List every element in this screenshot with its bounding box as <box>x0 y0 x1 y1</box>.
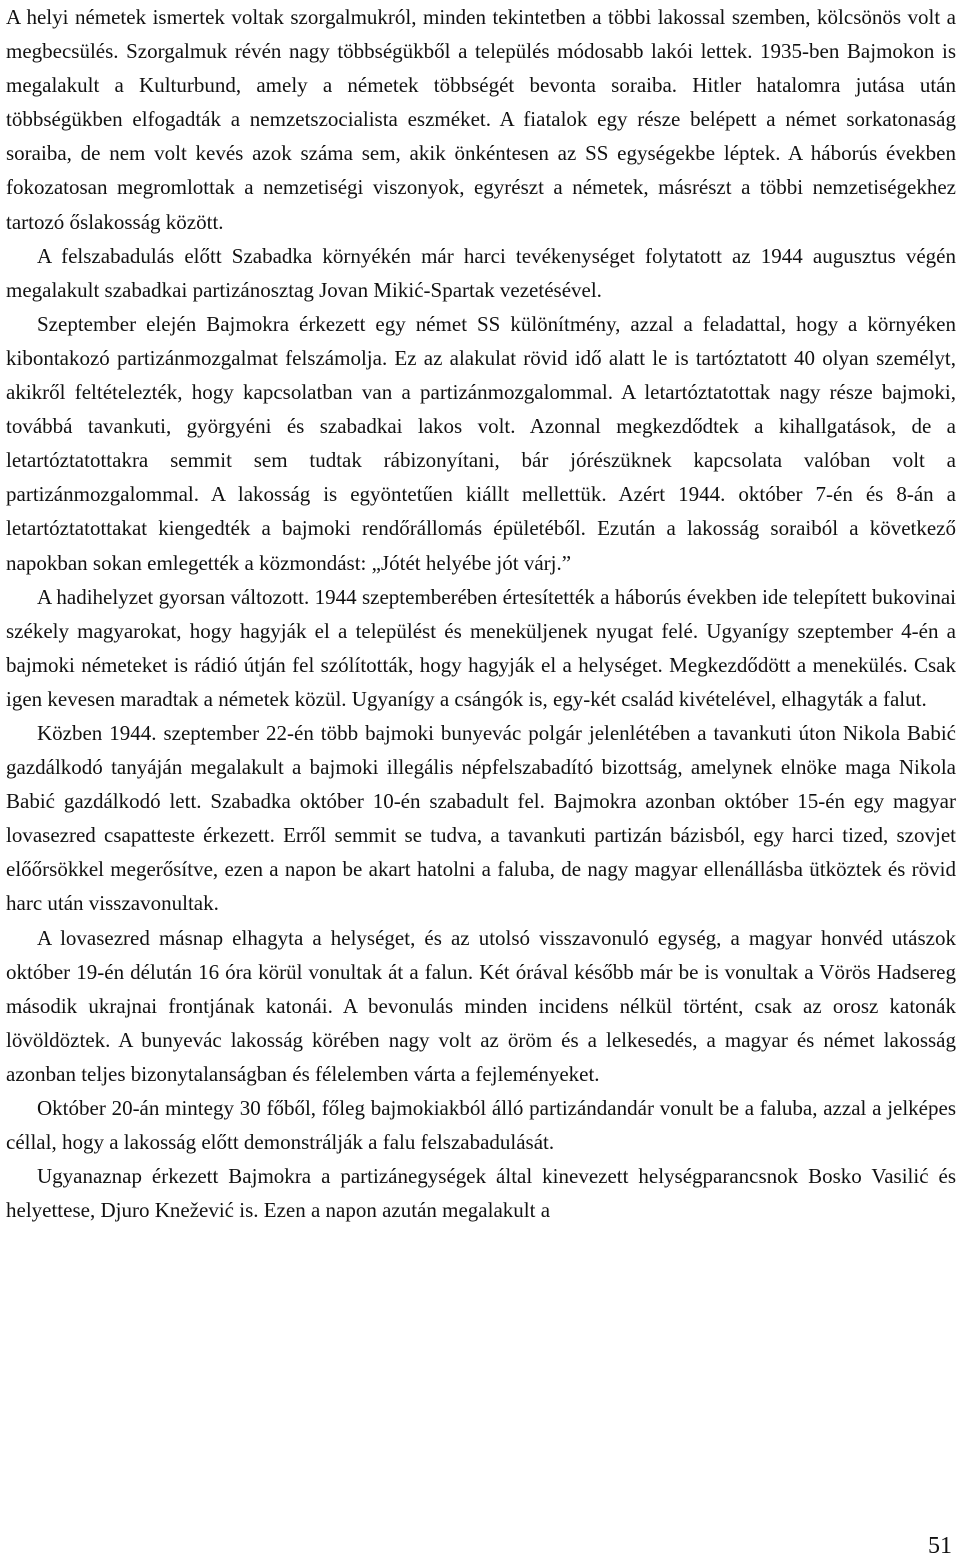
paragraph-liberation-committee: Közben 1944. szeptember 22-én több bajmoki bunyevác polgár jelenlétében a tavankuti úton Nikola Babić gazdálkodó tanyáján megalakult a bajmoki illegális népfelszabadító bizottság, amelynek elnöke maga Nikola Babić gazdálkodó lett. Szabadka október 10-én szabadult fel. Bajmokra azonban október 15-én egy magyar lovasezred csapatteste érkezett. Erről semmit se tudva, a tavankuti partizán bázisból, egy harci tized, szovjet előőrsökkel megerősítve, ezen a napon be akart hatolni a faluba, de nagy magyar ellenállásba ütköztek és rövid harc után visszavonultak. <box>6 720 956 916</box>
page-number: 51 <box>928 1533 952 1559</box>
paragraph-kulturbund: A helyi németek ismertek voltak szorgalmukról, minden tekintetben a többi lakossal szemben, kölcsönös volt a megbecsülés. Szorgalmuk révén nagy többségükből a település módosabb lakói lettek. 1935-ben Bajmokon is megalakult a Kulturbund, amely a németek többségét bevonta soraiba. Hitler hatalomra jutása után többségükben elfogadták a nemzetszocialista eszméket. A fiatalok egy része belépett a német sorkatonaság soraiba, de nem volt kevés azok száma sem, akik önkéntesen az SS egységekbe léptek. A háborús években fokozatosan megromlottak a nemzetiségi viszonyok, egyrészt a németek, másrészt a többi nemzetiségekhez tartozó őslakosság között. <box>6 5 956 234</box>
paragraph-partisan-detachment: A felszabadulás előtt Szabadka környékén már harci tevékenységet folytatott az 1944 augusztus végén megalakult szabadkai partizánosztag Jovan Mikić-Spartak vezetésével. <box>6 243 956 302</box>
paragraph-ss-detachment: Szeptember elején Bajmokra érkezett egy német SS különítmény, azzal a feladattal, hogy a környéken kibontakozó partizánmozgalmat felszámolja. Ez az alakulat rövid idő alatt le is tartóztatott 40 olyan személyt, akikről feltételezték, hogy kapcsolatban van a partizánmozgalommal. A letartóztatottak nagy része bajmoki, továbbá tavankuti, györgyéni és szabadkai lakos volt. Azonnal megkezdődtek a kihallgatások, de a letartóztatottakra semmit sem tudtak rábizonyítani, bár jórészüknek kapcsolata valóban volt a partizánmozgalommal. A lakosság is egyöntetűen kiállt mellettük. Azért 1944. október 7-én és 8-án a letartóztatottakat kiengedték a bajmoki rendőrállomás épületéből. Ezután a lakosság soraiból a következő napokban sokan emlegették a közmondást: „Jótét helyébe jót várj.” <box>6 311 956 575</box>
paragraph-evacuation: A hadihelyzet gyorsan változott. 1944 szeptemberében értesítették a háborús években ide telepített bukovinai székely magyarokat, hogy hagyják el a települést és meneküljenek nyugat felé. Ugyanígy szeptember 4-én a bajmoki németeket is rádió útján fel szólították, hogy hagyják el a helységet. Megkezdődött a menekülés. Csak igen kevesen maradtak a németek közül. Ugyanígy a csángók is, egy-két család kivételével, elhagyták a falut. <box>6 584 956 711</box>
body-text <box>6 0 956 1227</box>
paragraph-partisan-brigade: Október 20-án mintegy 30 főből, főleg bajmokiakból álló partizándandár vonult be a faluba, azzal a jelképes céllal, hogy a lakosság előtt demonstrálják a falu felszabadulását. <box>6 1096 956 1155</box>
paragraph-town-commander: Ugyanaznap érkezett Bajmokra a partizánegységek által kinevezett helységparancsnok Bosko Vasilić és helyettese, Djuro Knežević is. Ezen a napon azután megalakult a <box>6 1164 956 1223</box>
paragraph-red-army-arrival: A lovasezred másnap elhagyta a helységet, és az utolsó visszavonuló egység, a magyar honvéd utászok október 19-én délután 16 óra körül vonultak át a falun. Két órával később már be is vonultak a Vörös Hadsereg második ukrajnai frontjának katonái. A bevonulás minden incidens nélkül történt, csak az orosz katonák lövöldöztek. A bunyevác lakosság körében nagy volt az öröm és a lelkesedés, a magyar és német lakosság azonban teljes bizonytalanságban és félelemben várta a fejleményeket. <box>6 925 956 1086</box>
